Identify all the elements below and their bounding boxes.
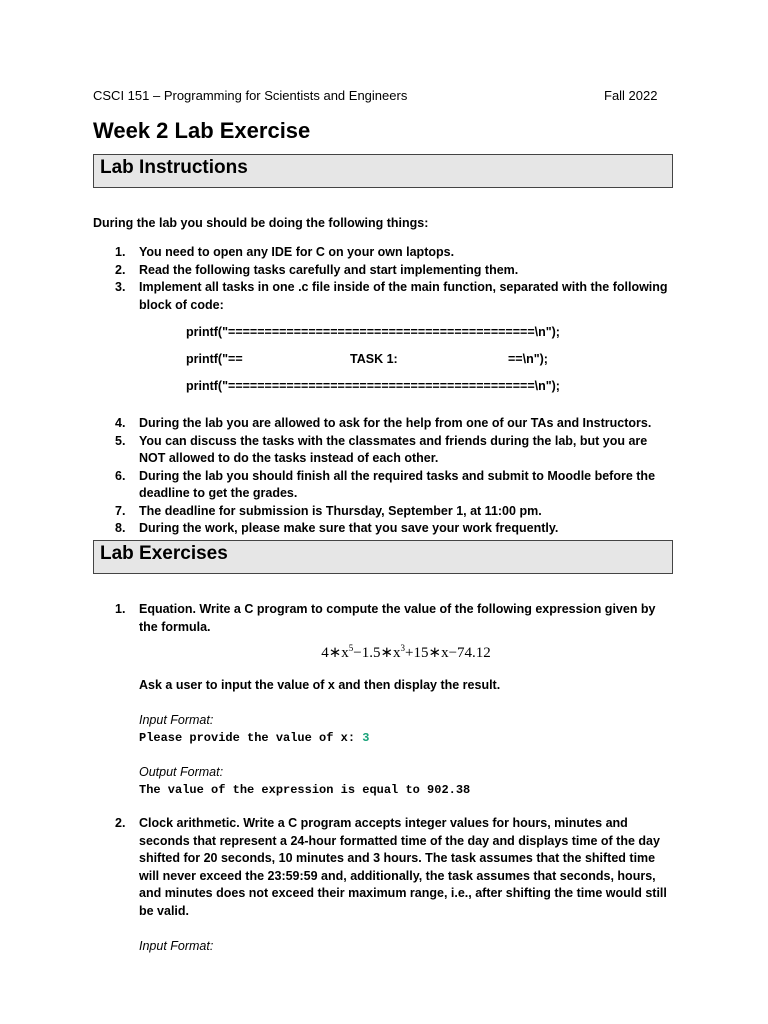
exercise-ask: Ask a user to input the value of x and then display the result. bbox=[139, 677, 501, 692]
list-text: During the work, please make sure that you save your work frequently. bbox=[139, 521, 559, 535]
list-number: 2. bbox=[115, 262, 126, 277]
code-text: printf("== bbox=[186, 352, 243, 366]
instruction-list bbox=[93, 244, 673, 538]
list-text: Implement all tasks in one .c file inside of the main function, separated with the following block of code: bbox=[139, 280, 668, 312]
list-text: Read the following tasks carefully and start implementing them. bbox=[139, 262, 519, 277]
exercise-name: Clock arithmetic. bbox=[139, 816, 240, 830]
lab-exercises-heading-box bbox=[93, 540, 673, 574]
exercise-description bbox=[139, 815, 673, 920]
list-number: 4. bbox=[115, 416, 126, 430]
exercise-item bbox=[93, 815, 673, 956]
lab-instructions-heading-box bbox=[93, 154, 673, 188]
exercise-number: 2. bbox=[115, 816, 126, 830]
formula-term: −1.5∗x bbox=[353, 645, 401, 661]
term-header: Fall 2022 bbox=[604, 88, 658, 103]
exercise-number: 1. bbox=[115, 602, 126, 616]
list-item bbox=[93, 262, 673, 280]
page-title: Week 2 Lab Exercise bbox=[93, 118, 311, 143]
list-number: 8. bbox=[115, 521, 126, 535]
input-prompt: Please provide the value of x: bbox=[139, 730, 363, 745]
exercise-item bbox=[93, 601, 673, 815]
exercise-description bbox=[139, 601, 673, 636]
formula-term: 4∗x bbox=[321, 645, 349, 661]
formula bbox=[139, 640, 673, 663]
list-text: You need to open any IDE for C on your own laptops. bbox=[139, 245, 455, 259]
course-header: CSCI 151 – Programming for Scientists and Engineers bbox=[93, 88, 408, 103]
lab-exercises-heading: Lab Exercises bbox=[100, 543, 228, 564]
exercise-name: Equation. bbox=[139, 602, 196, 616]
list-item bbox=[93, 520, 673, 538]
list-item bbox=[93, 244, 673, 262]
input-format-label: Input Format: bbox=[139, 713, 214, 727]
exercise-text: Write a C program accepts integer values for hours, minutes and seconds that represent a 24-hour formatted time of the day and displays time of the day shifted for 20 seconds, 10 minutes and 3 hours. The task assumes that the shifted time will never exceed the 23:59:59 and, additionally, the task assumes that seconds, hours, and minutes does not exceed their maximum range, i.e., after shifting the time would still be valid. bbox=[139, 816, 667, 918]
input-format-label: Input Format: bbox=[139, 939, 214, 953]
list-item bbox=[93, 279, 673, 314]
code-line bbox=[186, 378, 673, 405]
list-number: 1. bbox=[115, 245, 126, 259]
list-text: You can discuss the tasks with the classmates and friends during the lab, but you are NOT allowed to do the tasks instead of each other. bbox=[139, 433, 648, 465]
code-text: printf("==========================================\n"); bbox=[186, 325, 560, 339]
code-line bbox=[186, 324, 673, 351]
list-item bbox=[93, 415, 673, 433]
code-line bbox=[186, 351, 673, 378]
intro-text: During the lab you should be doing the following things: bbox=[93, 216, 429, 230]
list-number: 6. bbox=[115, 468, 126, 483]
code-text: ==\n"); bbox=[508, 352, 548, 366]
output-format-label: Output Format: bbox=[139, 765, 224, 779]
list-text: During the lab you should finish all the required tasks and submit to Moodle before the deadline to get the grades. bbox=[139, 468, 656, 500]
list-text: During the lab you are allowed to ask for the help from one of our TAs and Instructors. bbox=[139, 416, 652, 430]
list-number: 7. bbox=[115, 503, 126, 518]
input-example bbox=[139, 730, 673, 748]
code-task-label: TASK 1: bbox=[350, 352, 398, 366]
exercise-text: Write a C program to compute the value of the following expression given by the formula. bbox=[139, 602, 656, 634]
list-number: 5. bbox=[115, 433, 126, 448]
formula-term: +15∗x−74.12 bbox=[405, 645, 491, 661]
code-block bbox=[93, 324, 673, 405]
list-item bbox=[93, 468, 673, 503]
output-example: The value of the expression is equal to 902.38 bbox=[139, 782, 471, 797]
list-item bbox=[93, 433, 673, 468]
formula-exponent: 5 bbox=[348, 643, 354, 653]
list-text: The deadline for submission is Thursday, September 1, at 11:00 pm. bbox=[139, 503, 542, 518]
list-item bbox=[93, 503, 673, 521]
exercise-list bbox=[93, 601, 673, 956]
formula-exponent: 3 bbox=[400, 643, 406, 653]
list-number: 3. bbox=[115, 280, 126, 294]
input-value: 3 bbox=[362, 730, 370, 745]
code-text: printf("==========================================\n"); bbox=[186, 379, 560, 393]
lab-instructions-heading: Lab Instructions bbox=[100, 157, 248, 178]
